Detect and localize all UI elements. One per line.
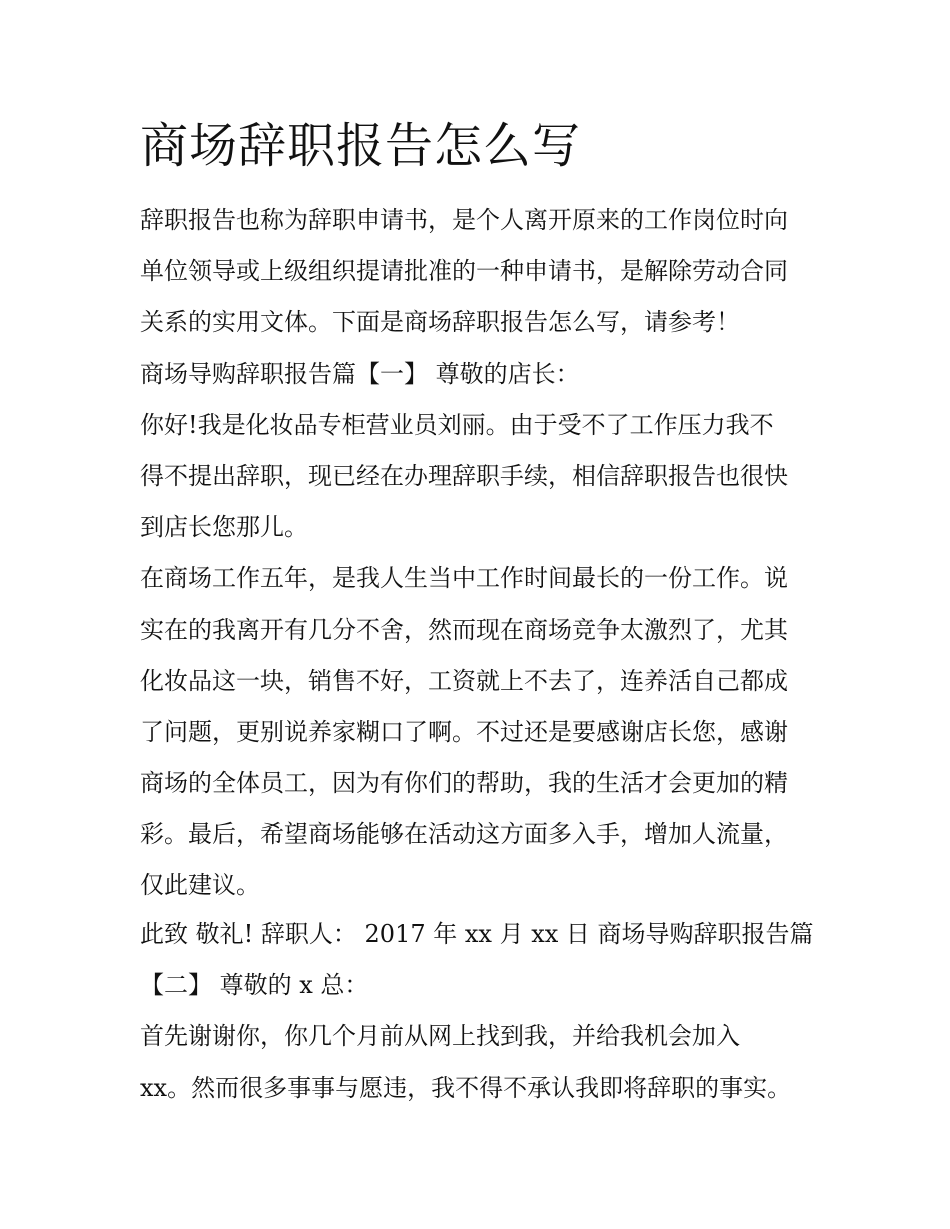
section-heading: 【二】 尊敬的 x 总：	[140, 971, 369, 999]
paragraph-line: 得不提出辞职，现已经在办理辞职手续，相信辞职报告也很快	[140, 462, 788, 490]
document-title: 商场辞职报告怎么写	[140, 118, 582, 174]
paragraph-line: xx。然而很多事事与愿违，我不得不承认我即将辞职的事实。	[140, 1074, 792, 1102]
paragraph-line: 实在的我离开有几分不舍，然而现在商场竞争太激烈了，尤其	[140, 616, 788, 644]
paragraph-line: 彩。最后，希望商场能够在活动这方面多入手，增加人流量，	[140, 820, 788, 848]
paragraph-line: 到店长您那儿。	[140, 513, 308, 541]
paragraph-line: 仅此建议。	[140, 871, 260, 899]
section-heading: 商场导购辞职报告篇【一】 尊敬的店长：	[140, 360, 580, 388]
paragraph-line: 辞职报告也称为辞职申请书，是个人离开原来的工作岗位时向	[140, 206, 788, 234]
paragraph-line: 了问题，更别说养家糊口了啊。不过还是要感谢店长您，感谢	[140, 718, 788, 746]
paragraph-line: 化妆品这一块，销售不好，工资就上不去了，连养活自己都成	[140, 667, 788, 695]
paragraph-line: 单位领导或上级组织提请批准的一种申请书，是解除劳动合同	[140, 257, 788, 285]
paragraph-line: 首先谢谢你，你几个月前从网上找到我，并给我机会加入	[140, 1022, 740, 1050]
paragraph-line: 在商场工作五年，是我人生当中工作时间最长的一份工作。说	[140, 564, 788, 592]
paragraph-line: 关系的实用文体。下面是商场辞职报告怎么写，请参考！	[140, 308, 740, 336]
paragraph-line: 你好!我是化妆品专柜营业员刘丽。由于受不了工作压力我不	[140, 411, 774, 439]
paragraph-line: 商场的全体员工，因为有你们的帮助，我的生活才会更加的精	[140, 769, 788, 797]
closing-line: 此致 敬礼! 辞职人： 2017 年 xx 月 xx 日 商场导购辞职报告篇	[140, 920, 814, 948]
